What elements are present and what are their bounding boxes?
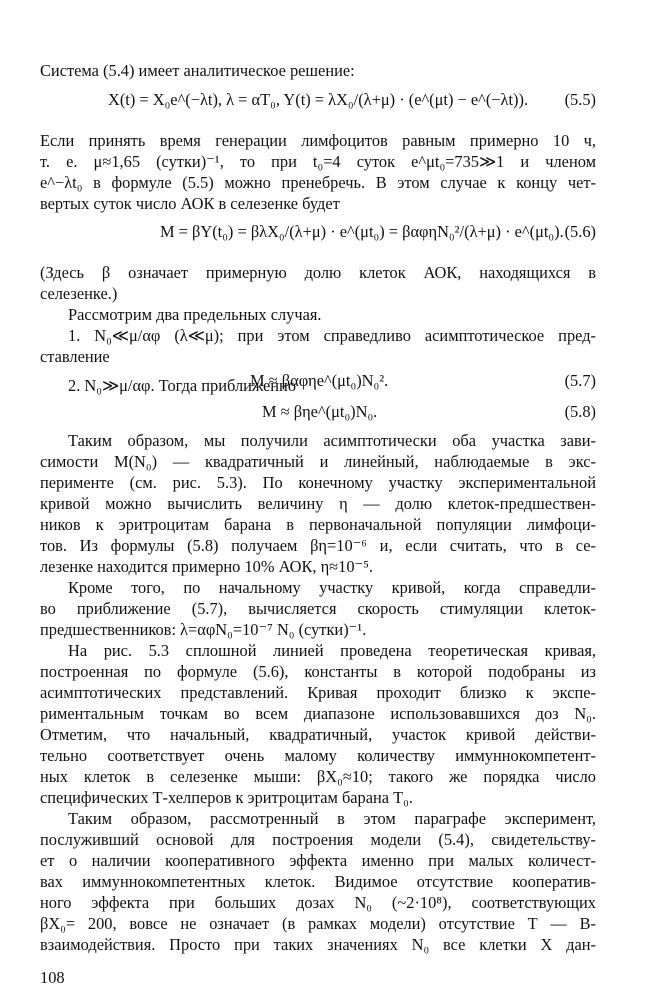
equation-number: (5.6) xyxy=(564,222,596,241)
text-line: (Здесь β означает примерную долю клеток АОК, находящихся в xyxy=(40,263,596,282)
text-line: Таким образом, мы получили асимптотически оба участка зави- xyxy=(68,431,596,450)
text-line: вах иммуннокомпетентных клеток. Видимое отсутствие кооператив- xyxy=(40,872,596,891)
equation-number: (5.8) xyxy=(564,402,596,421)
equation-5-7: M ≈ βαφηe^(μt₀)N₀². xyxy=(250,371,389,390)
text-line: ников к эритроцитам барана в первоначальной популяции лимфоци- xyxy=(40,515,596,534)
text-line: ставление xyxy=(40,347,110,366)
text-line: На рис. 5.3 сплошной линией проведена теоретическая кривая, xyxy=(68,641,596,660)
text-line: симости M(N₀) — квадратичный и линейный, наблюдаемые в экс- xyxy=(40,452,596,471)
text-line: Отметим, что начальный, квадратичный, участок кривой действи- xyxy=(40,725,596,744)
text-line: Если принять время генерации лимфоцитов равным примерно 10 ч, xyxy=(40,131,596,150)
text-line: ных клеток в селезенке мыши: βX₀≈10; такого же порядка число xyxy=(40,767,596,786)
text-line: Система (5.4) имеет аналитическое решение: xyxy=(40,61,355,80)
text-line: e^−λt₀ в формуле (5.5) можно пренебречь. В этом случае к концу чет- xyxy=(40,173,596,192)
text-line: перименте (см. рис. 5.3). По конечному участку экспериментальной xyxy=(40,473,596,492)
text-line: асимптотических представлений. Кривая проходит близко к экспе- xyxy=(40,683,596,702)
equation-number: (5.5) xyxy=(564,90,596,109)
text-line: βX₀= 200, вовсе не означает (в рамках модели) отсутствие Т — В- xyxy=(40,914,596,933)
text-line: ного эффекта при больших дозах N₀ (~2·10⁸), соответствующих xyxy=(40,893,596,912)
text-line: селезенке.) xyxy=(40,284,118,303)
text-line: Рассмотрим два предельных случая. xyxy=(68,305,322,324)
page-number: 108 xyxy=(40,968,65,987)
text-line: Таким образом, рассмотренный в этом параграфе эксперимент, xyxy=(68,809,596,828)
text-line: риментальным точкам во всем диапазоне использовавшихся доз N₀. xyxy=(40,704,596,723)
equation-5-6: M = βY(t₀) = βλX₀/(λ+μ) · e^(μt₀) = βαφηN₀²/(λ+μ) · e^(μt₀). xyxy=(160,222,564,241)
text-line: т. е. μ≈1,65 (сутки)⁻¹, то при t₀=4 суток e^μt₀=735≫1 и членом xyxy=(40,152,596,171)
text-line: вертых суток число АОК в селезенке будет xyxy=(40,194,340,213)
equation-5-5: X(t) = X₀e^(−λt), λ = αT₀, Y(t) = λX₀/(λ+μ) · (e^(μt) − e^(−λt)). xyxy=(108,90,529,109)
text-line: предшественников: λ=αφN₀=10⁻⁷ N₀ (сутки)⁻¹. xyxy=(40,620,367,639)
text-line: взаимодействия. Просто при таких значениях N₀ все клетки X дан- xyxy=(40,935,596,954)
text-line: специфических Т-хелперов к эритроцитам барана T₀. xyxy=(40,788,413,807)
text-line: Кроме того, по начальному участку кривой, когда справедли- xyxy=(68,578,596,597)
text-line: 2. N₀≫μ/αφ. Тогда приближенно xyxy=(68,376,297,395)
text-line: во приближение (5.7), вычисляется скорость стимуляции клеток- xyxy=(40,599,596,618)
text-line: тов. Из формулы (5.8) получаем βη=10⁻⁶ и, если считать, что в се- xyxy=(40,536,596,555)
text-line: ет о наличии кооперативного эффекта именно при малых количест- xyxy=(40,851,596,870)
text-line: лезенке находится примерно 10% АОК, η≈10⁻⁵. xyxy=(40,557,374,576)
text-line: тельно соответствует очень малому количеству иммуннокомпетент- xyxy=(40,746,596,765)
text-line: построенная по формуле (5.6), константы в которой подобраны из xyxy=(40,662,596,681)
text-line: кривой можно вычислить величину η — долю клеток-предшествен- xyxy=(40,494,596,513)
equation-5-8: M ≈ βηe^(μt₀)N₀. xyxy=(262,402,378,421)
text-line: послуживший основой для построения модели (5.4), свидетельству- xyxy=(40,830,596,849)
text-line: 1. N₀≪μ/αφ (λ≪μ); при этом справедливо асимптотическое пред- xyxy=(68,326,596,345)
equation-number: (5.7) xyxy=(564,371,596,390)
